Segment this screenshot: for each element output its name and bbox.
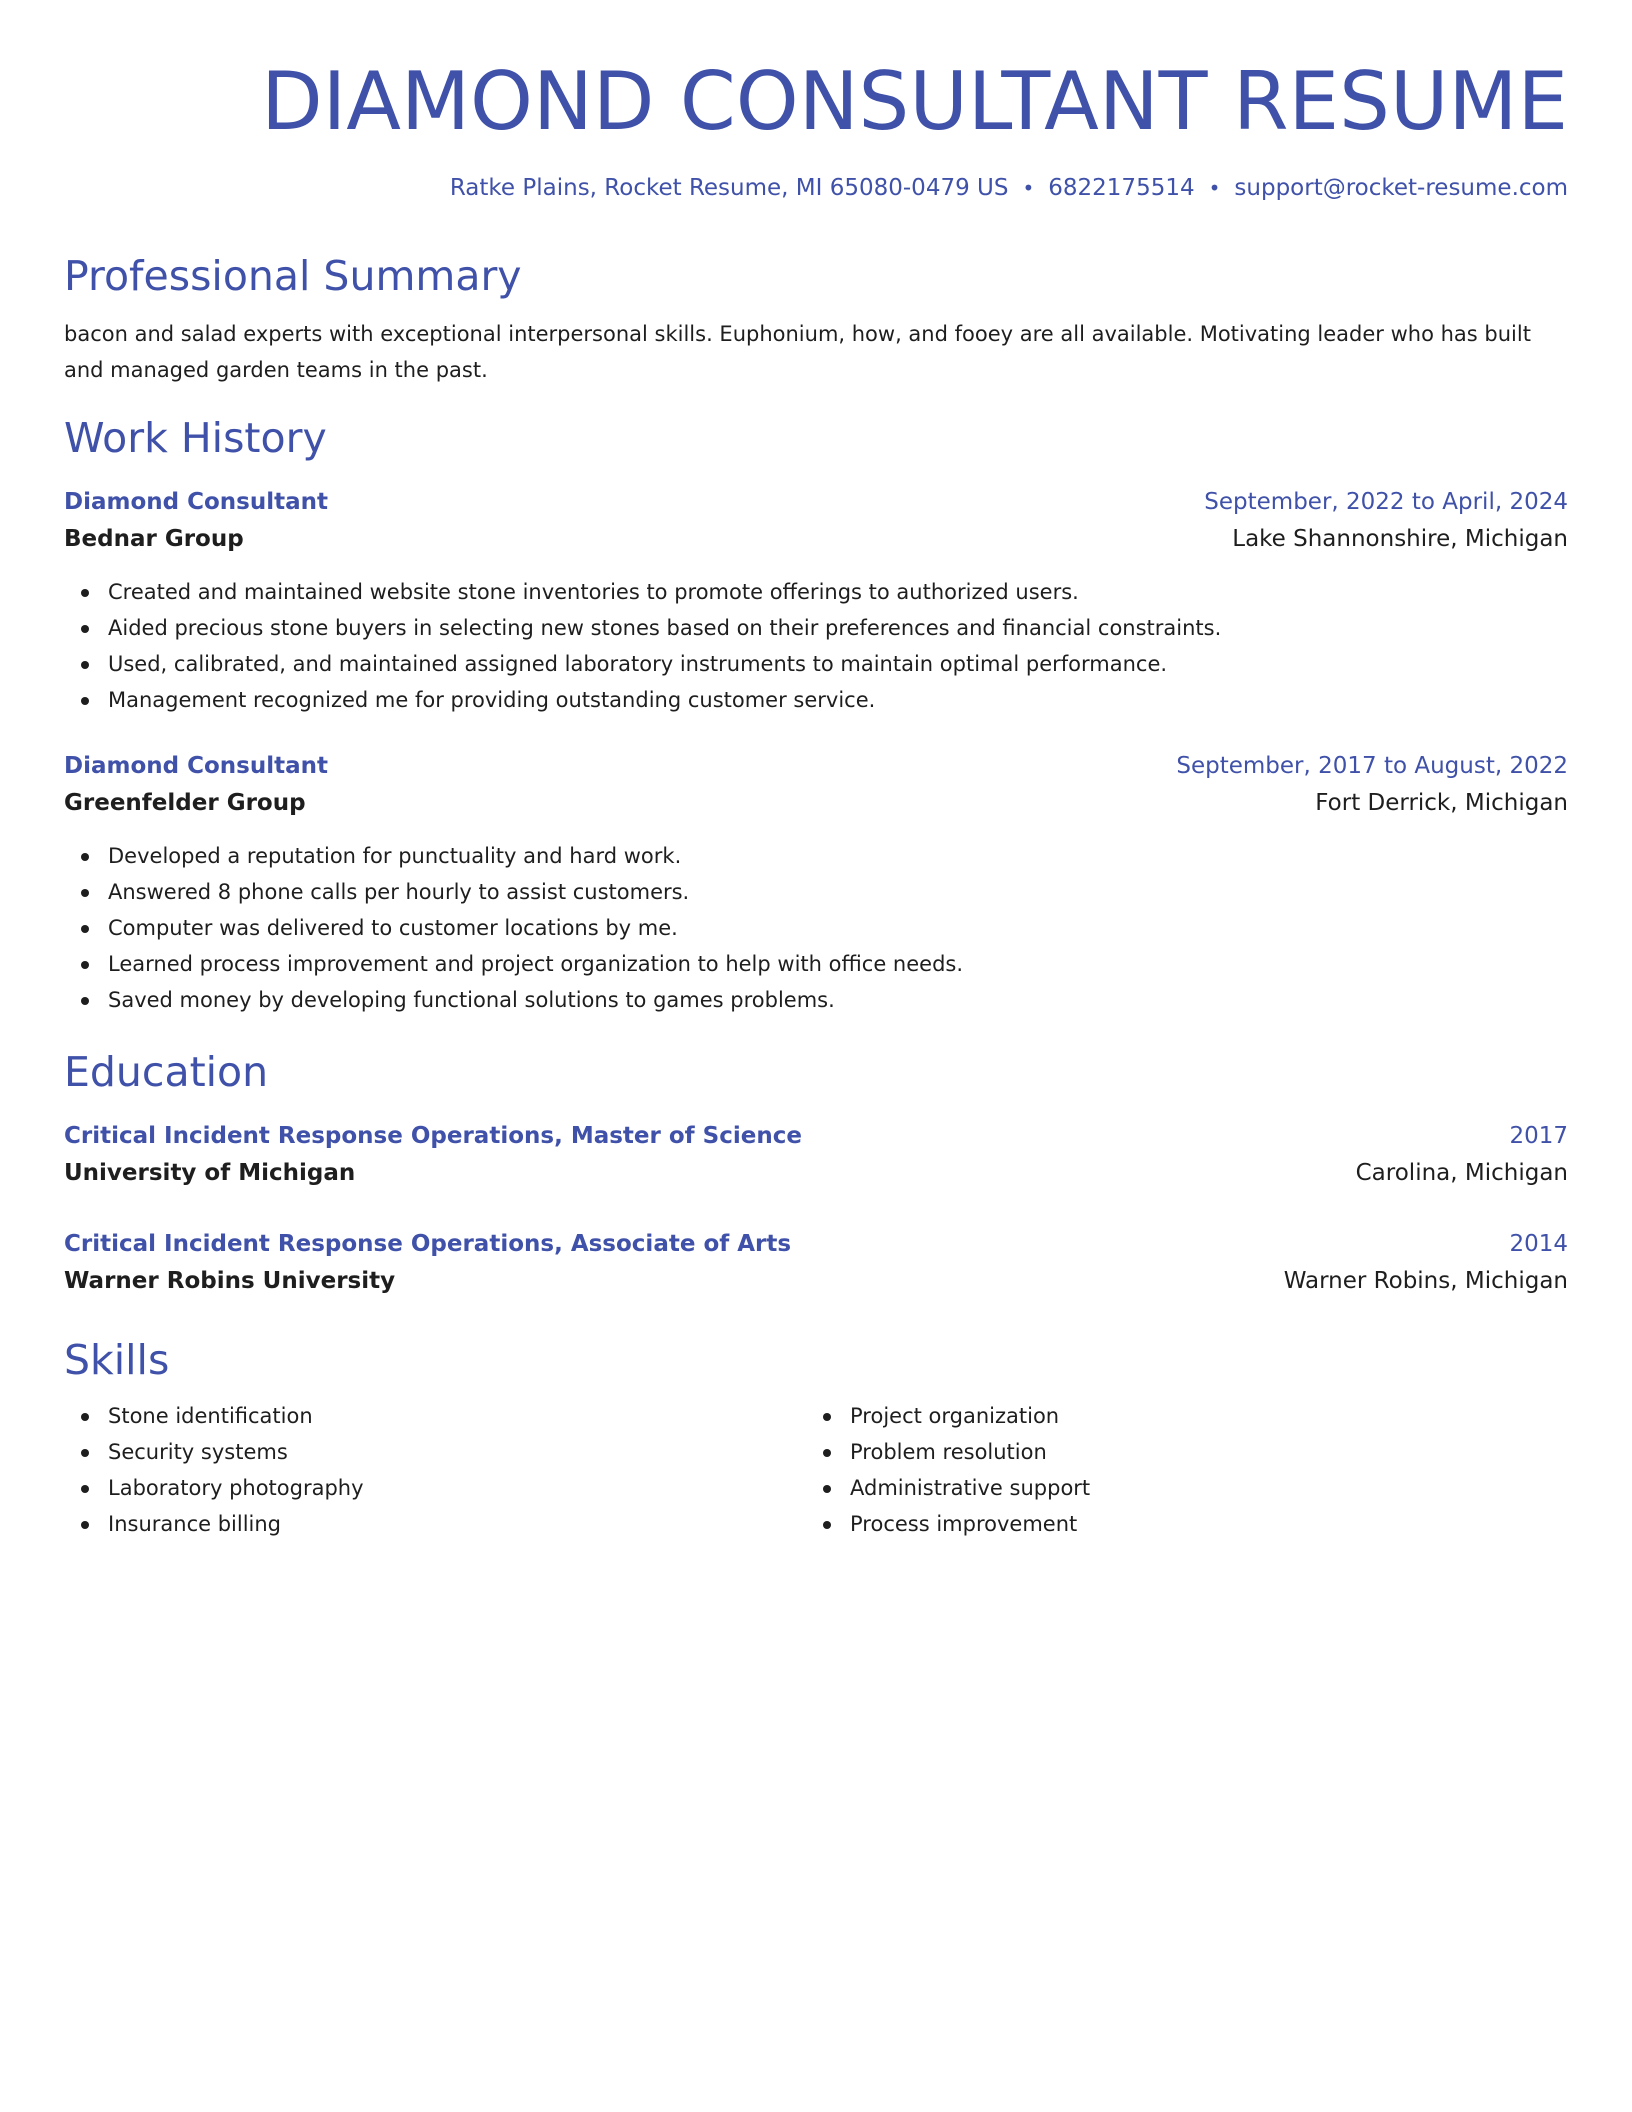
contact-line <box>64 172 1568 204</box>
resume-title: DIAMOND CONSULTANT RESUME <box>261 55 1568 148</box>
work-history-heading: Work History <box>64 414 327 462</box>
summary-text: bacon and salad experts with exceptional interpersonal skills. Euphonium, how, and fooey are all available. Motivating leader who has built and managed garden teams in the past. <box>64 322 1531 382</box>
school-name: University of Michigan <box>64 1160 356 1186</box>
list-item: Created and maintained website stone inventories to promote offerings to authorized users. <box>108 574 1568 610</box>
job-title: Diamond Consultant <box>64 753 328 779</box>
summary-heading: Professional Summary <box>64 252 522 300</box>
education-heading: Education <box>64 1048 269 1096</box>
skill-item: Project organization <box>850 1398 1548 1434</box>
job-location: Lake Shannonshire, Michigan <box>1232 526 1568 552</box>
degree: Critical Incident Response Operations, Associate of Arts <box>64 1231 792 1257</box>
school-location: Warner Robins, Michigan <box>1283 1268 1568 1294</box>
address: Ratke Plains, Rocket Resume, MI 65080-0479 US <box>449 175 1009 201</box>
list-item: Used, calibrated, and maintained assigned laboratory instruments to maintain optimal performance. <box>108 646 1568 682</box>
list-item: Saved money by developing functional solutions to games problems. <box>108 982 1568 1018</box>
education-school-row <box>64 1154 1568 1192</box>
job-location: Fort Derrick, Michigan <box>1315 790 1568 816</box>
school-location: Carolina, Michigan <box>1355 1160 1568 1186</box>
graduation-year: 2017 <box>1509 1123 1568 1149</box>
skills-list-right <box>806 1398 1548 1542</box>
job-company: Greenfelder Group <box>64 790 306 816</box>
skill-item: Administrative support <box>850 1470 1548 1506</box>
skill-item: Process improvement <box>850 1506 1548 1542</box>
job-company-row <box>64 520 1568 558</box>
education-entry <box>64 1226 1568 1300</box>
education-school-row <box>64 1262 1568 1300</box>
education-header-row <box>64 1118 1568 1154</box>
skill-item: Stone identification <box>108 1398 806 1434</box>
job-company-row <box>64 784 1568 822</box>
list-item: Computer was delivered to customer locations by me. <box>108 910 1568 946</box>
job-company: Bednar Group <box>64 526 244 552</box>
job-header-row <box>64 484 1568 520</box>
job-dates: September, 2017 to August, 2022 <box>1176 753 1568 779</box>
graduation-year: 2014 <box>1509 1231 1568 1257</box>
job-bullets <box>64 574 1568 718</box>
skills-heading: Skills <box>64 1336 170 1384</box>
list-item: Management recognized me for providing outstanding customer service. <box>108 682 1568 718</box>
email: support@rocket-resume.com <box>1234 175 1568 201</box>
job-entry <box>64 748 1568 1018</box>
job-entry <box>64 484 1568 718</box>
education-header-row <box>64 1226 1568 1262</box>
phone: 6822175514 <box>1048 175 1195 201</box>
list-item: Aided precious stone buyers in selecting new stones based on their preferences and financial constraints. <box>108 610 1568 646</box>
skill-item: Laboratory photography <box>108 1470 806 1506</box>
job-dates: September, 2022 to April, 2024 <box>1204 489 1568 515</box>
education-entry <box>64 1118 1568 1192</box>
skills-list-left <box>64 1398 806 1542</box>
job-title: Diamond Consultant <box>64 489 328 515</box>
degree: Critical Incident Response Operations, Master of Science <box>64 1123 802 1149</box>
job-header-row <box>64 748 1568 784</box>
list-item: Developed a reputation for punctuality and hard work. <box>108 838 1568 874</box>
school-name: Warner Robins University <box>64 1268 396 1294</box>
list-item: Answered 8 phone calls per hourly to assist customers. <box>108 874 1568 910</box>
skill-item: Insurance billing <box>108 1506 806 1542</box>
skill-item: Problem resolution <box>850 1434 1548 1470</box>
job-bullets <box>64 838 1568 1018</box>
separator-dot: • <box>1208 176 1221 200</box>
separator-dot: • <box>1022 176 1035 200</box>
skills-columns <box>64 1398 1568 1542</box>
list-item: Learned process improvement and project organization to help with office needs. <box>108 946 1568 982</box>
resume-header <box>64 52 1568 204</box>
skill-item: Security systems <box>108 1434 806 1470</box>
